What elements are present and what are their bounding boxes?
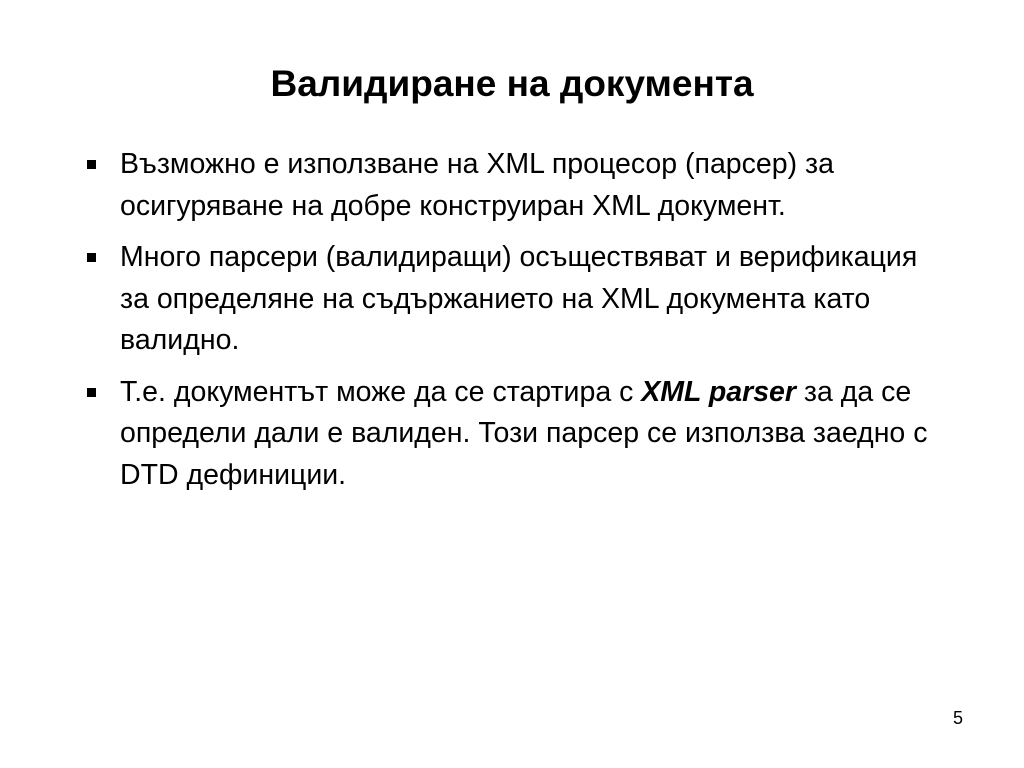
bullet-text: Възможно е използване на XML процесор (парсер) за осигуряване на добре конструиран XML документ. [120, 148, 834, 222]
square-bullet-icon [87, 388, 96, 397]
square-bullet-icon [87, 160, 96, 169]
slide-title: Валидиране на документа [270, 63, 754, 104]
slide-number: 5 [952, 708, 963, 728]
bullet-text-before: Т.е. документът може да се стартира с [120, 375, 642, 408]
bullet-text-after: за да се определи дали е валиден. Този парсер се използва заедно с DTD дефиниции. [120, 375, 928, 491]
bullet-item-1 [0, 144, 940, 227]
square-bullet-icon [87, 253, 96, 262]
bullet-item-2 [0, 237, 940, 362]
bullet-item-3 [0, 372, 940, 497]
bullet-text: Много парсери (валидиращи) осъществяват и верификация за определяне на съдържанието на XML документа като валидно. [120, 241, 918, 356]
emphasized-term: XML parser [641, 375, 796, 408]
bullet-list [0, 144, 1024, 506]
